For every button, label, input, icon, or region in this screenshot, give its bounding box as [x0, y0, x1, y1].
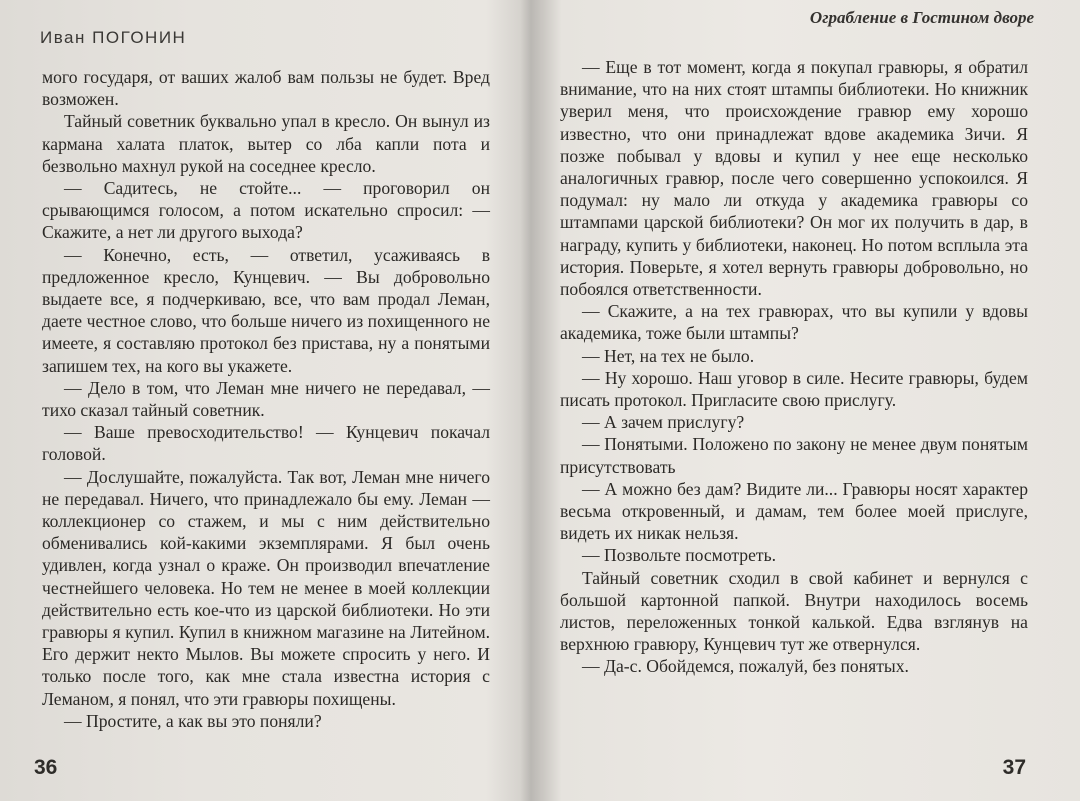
paragraph: — Скажите, а на тех гравюрах, что вы купили у вдовы академика, тоже были штампы? [560, 301, 1028, 344]
right-page [532, 0, 1080, 801]
paragraph: Тайный советник сходил в свой кабинет и вернулся с большой картонной папкой. Внутри находилось восемь листов, переложенных тонкой калькой. Едва взглянув на верхнюю гравюру, Кунцевич тут же отвернулся. [560, 567, 1028, 655]
paragraph: — Да-с. Обойдемся, пожалуй, без понятых. [582, 656, 909, 677]
paragraph: — Ну хорошо. Наш уговор в силе. Несите гравюры, будем писать протокол. Пригласите свою прислугу. [560, 367, 1028, 411]
left-page [0, 0, 532, 801]
paragraph: — Понятыми. Положено по закону не менее двум понятым присутствовать [560, 434, 1028, 477]
running-head-title: Ограбление в Гостином дворе [809, 8, 1034, 27]
paragraph: Тайный советник буквально упал в кресло. Он вынул из кармана халата платок, вытер со лба капли пота и безвольно махнул рукой на соседнее кресло. [42, 111, 490, 176]
running-head-author: Иван ПОГОНИН [40, 28, 187, 47]
paragraph: — Простите, а как вы это поняли? [64, 710, 322, 731]
paragraph: — Позвольте посмотреть. [582, 545, 777, 566]
paragraph: — Еще в тот момент, когда я покупал гравюры, я обратил внимание, что на них стоят штампы библиотеки. Но книжник уверил меня, что происхождение гравюр ему хорошо известно, что они принадлежат вдове академика Зичи. Я позже побывал у вдовы и купил у нее еще несколько аналогичных гравюр, после чего совершенно успокоился. Я подумал: ну мало ли откуда у академика гравюры со штампами царской библиотеки? Он мог их получить в дар, в награду, купить у библиотеки, наконец. Но потом всплыла эта история. Поверьте, я хотел вернуть гравюры добровольно, но побоялся ответственности. [560, 57, 1028, 300]
paragraph: мого государя, от ваших жалоб вам пользы не будет. Вред возможен. [42, 67, 490, 110]
page-number-right: 37 [1002, 756, 1026, 779]
paragraph: — Дело в том, что Леман мне ничего не передавал, — тихо сказал тайный советник. [42, 377, 490, 421]
paragraph: — Нет, на тех не было. [582, 345, 755, 366]
right-page-text [560, 56, 1028, 678]
paragraph: — Дослушайте, пожалуйста. Так вот, Леман мне ничего не передавал. Ничего, что принадлежало бы ему. Леман — коллекционер со стажем, и мы с ним действительно обменивались кой-какими экземплярами. Я был очень удивлен, когда узнал о краже. Он производил впечатление честнейшего человека. Но тем не менее в моей коллекции действительно есть кое-что из царской библиотеки. Но эти гравюры я купил. Купил в книжном магазине на Литейном. Его держит некто Мылов. Вы можете спросить у него. И только после того, как мне стала известна история с Леманом, я понял, что эти гравюры похищены. [42, 466, 490, 709]
paragraph: — А зачем прислугу? [582, 412, 745, 433]
left-page-text [42, 66, 490, 732]
page-number-left: 36 [34, 756, 58, 779]
paragraph: — Садитесь, не стойте... — проговорил он срывающимся голосом, а потом искательно спросил: — Скажите, а нет ли другого выхода? [42, 178, 490, 243]
paragraph: — А можно без дам? Видите ли... Гравюры носят характер весьма откровенный, и дамам, тем более моей прислуге, видеть их никак нельзя. [560, 478, 1028, 544]
paragraph: — Конечно, есть, — ответил, усаживаясь в предложенное кресло, Кунцевич. — Вы добровольно выдаете все, я подчеркиваю, все, что вам продал Леман, даете честное слово, что больше ничего из похищенного не имеете, я составляю протокол без пристава, ну а понятыми запишем тех, на кого вы укажете. [42, 244, 490, 376]
paragraph: — Ваше превосходительство! — Кунцевич покачал головой. [42, 422, 490, 465]
